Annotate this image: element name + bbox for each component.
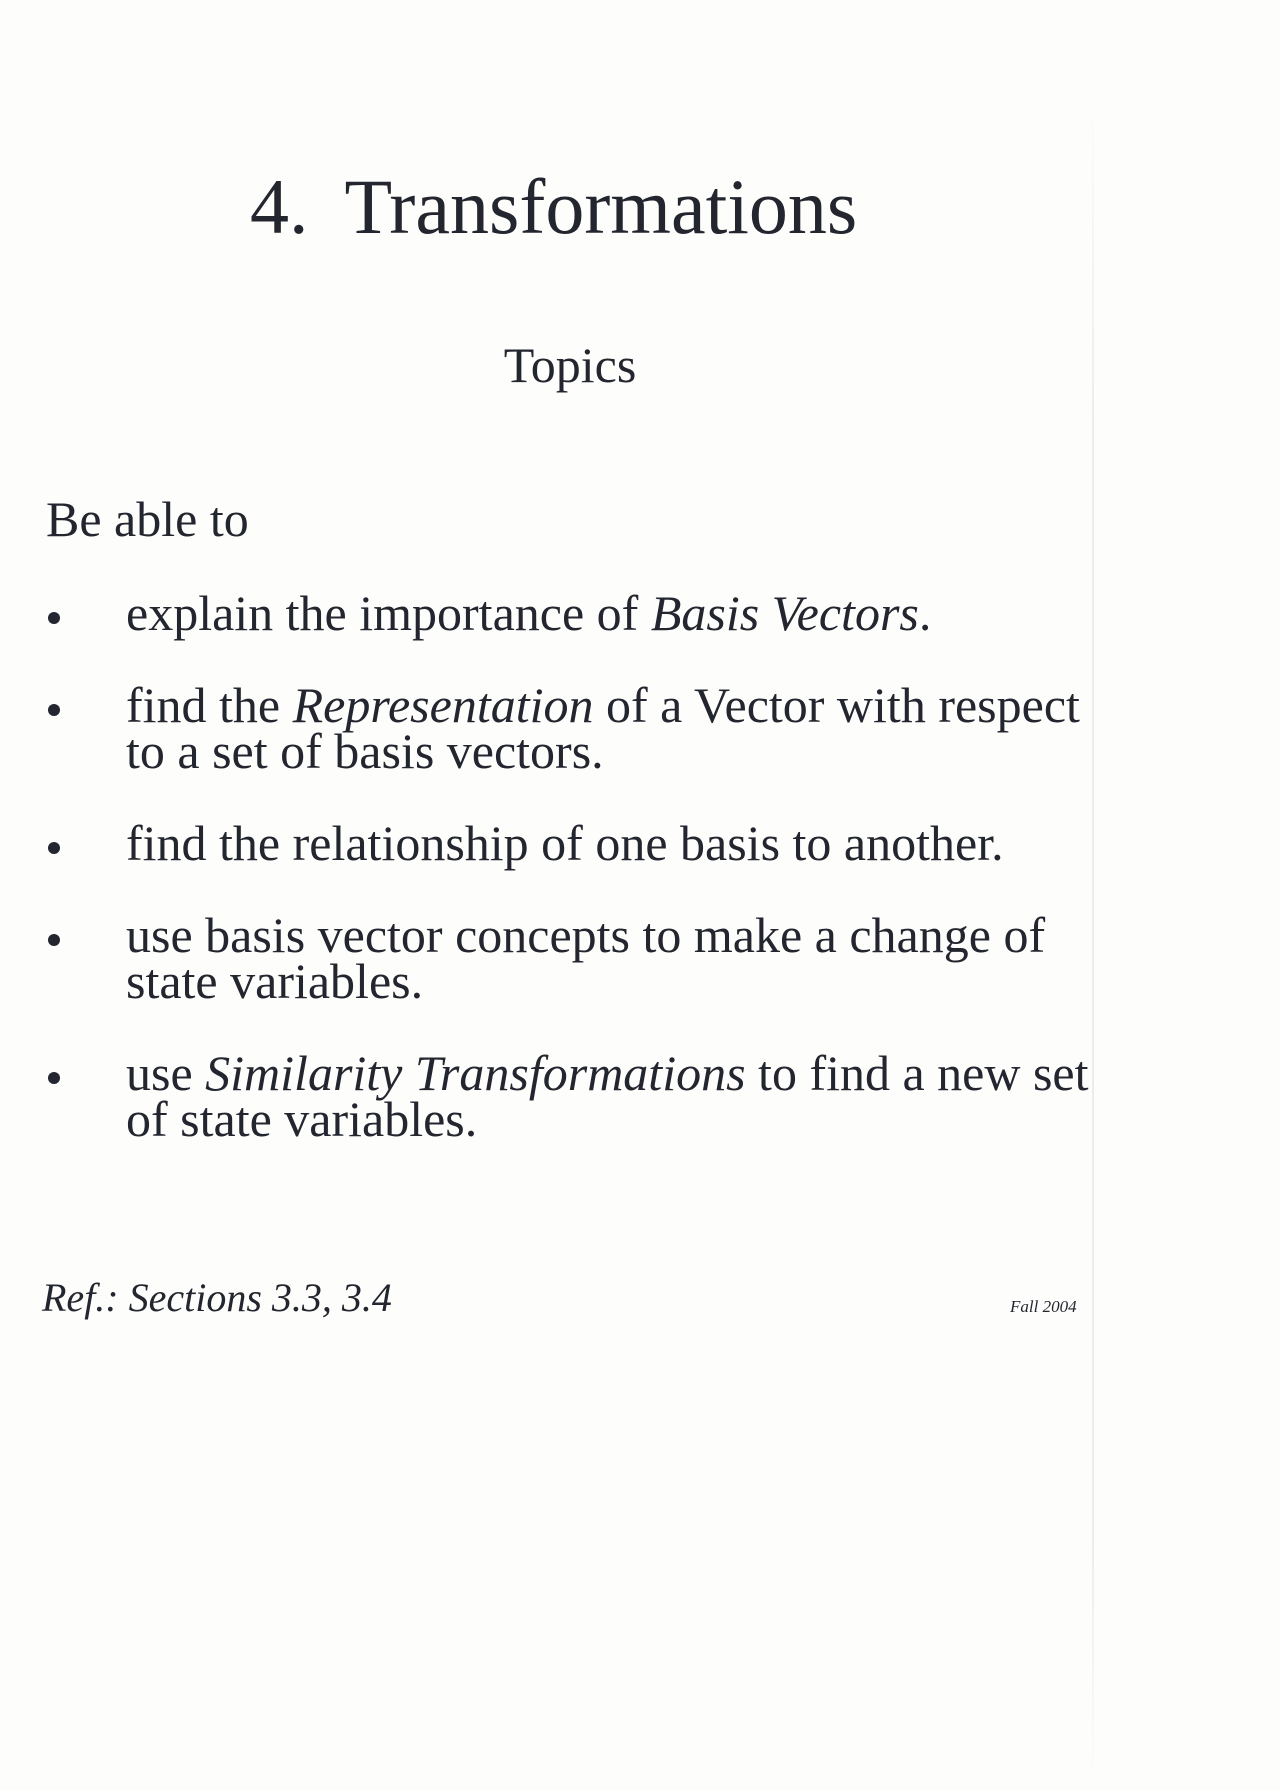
title-text: Transformations <box>344 163 858 250</box>
list-item-text-emphasis: Basis Vectors <box>650 585 919 641</box>
subtitle: Topics <box>503 337 637 393</box>
list-item-text <box>126 815 1126 871</box>
list-item-text-plain: explain the importance of <box>126 585 651 641</box>
page-title <box>250 163 858 250</box>
bullet-icon <box>48 612 60 624</box>
list-item-text <box>126 1045 1126 1147</box>
list-item-text-emphasis: Representation <box>292 677 594 733</box>
title-number: 4. <box>250 163 309 250</box>
list-item-text-plain: find the relationship of one basis to another. <box>126 815 1004 871</box>
list-item-text <box>126 677 1126 779</box>
list-item-text-plain: of a Vector with respect to a set of basis vectors. <box>126 677 1080 779</box>
list-item-text-plain: use basis vector concepts to make a change of state variables. <box>126 907 1046 1009</box>
list-item-text <box>126 585 1126 641</box>
intro-text: Be able to <box>46 491 249 547</box>
list-item-text-plain: . <box>918 585 932 641</box>
date-label: Fall 2004 <box>1010 1297 1077 1316</box>
list-item-text-plain: find the <box>126 677 293 733</box>
list-item-text <box>126 907 1126 1009</box>
bullet-icon <box>48 934 60 946</box>
bullet-icon <box>48 704 60 716</box>
reference-note: Ref.: Sections 3.3, 3.4 <box>42 1275 392 1320</box>
bullet-icon <box>48 1072 60 1084</box>
bullet-icon <box>48 842 60 854</box>
list-item-text-plain: use <box>126 1045 206 1101</box>
list-item-text-plain: to find a new set of state variables. <box>126 1045 1089 1147</box>
list-item-text-emphasis: Similarity Transformations <box>205 1045 746 1101</box>
